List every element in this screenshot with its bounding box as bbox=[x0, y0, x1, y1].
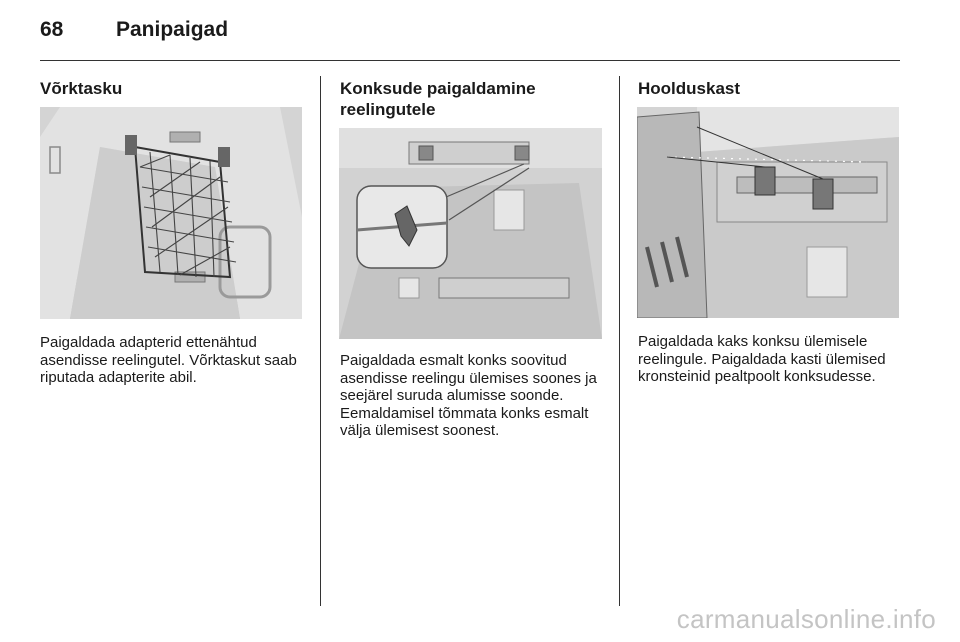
column-divider-1 bbox=[320, 76, 321, 606]
watermark: carmanualsonline.info bbox=[676, 604, 936, 634]
cargo-net-text: Paigaldada adapterid ettenähtud asendisse reelingutel. Võrktaskut saab riputada adapterite abil. bbox=[40, 334, 297, 386]
service-box-illustration bbox=[637, 107, 899, 318]
cargo-net-illustration bbox=[40, 107, 302, 319]
section-title-hook-rails: Konksude paigaldamine reelingutele bbox=[340, 79, 536, 119]
column-divider-2 bbox=[619, 76, 620, 606]
service-box-text: Paigaldada kaks konksu ülemisele reelingule. Paigaldada kasti ülemised kronsteinid pealtpoolt konksudesse. bbox=[638, 333, 886, 385]
page-number: 68 bbox=[40, 18, 64, 41]
section-title-service-box: Hoolduskast bbox=[638, 79, 741, 98]
hook-rail-illustration bbox=[339, 128, 602, 339]
section-title-cargo-net: Võrktasku bbox=[40, 79, 123, 98]
hook-rail-text: Paigaldada esmalt konks soovitud asendisse reelingu ülemises soones ja seejärel suruda alumisse soonde. Eemaldamisel tõmmata konks esmalt välja ülemisest soonest. bbox=[340, 352, 597, 439]
page-title: Panipaigad bbox=[116, 18, 229, 41]
header-rule bbox=[40, 60, 900, 61]
